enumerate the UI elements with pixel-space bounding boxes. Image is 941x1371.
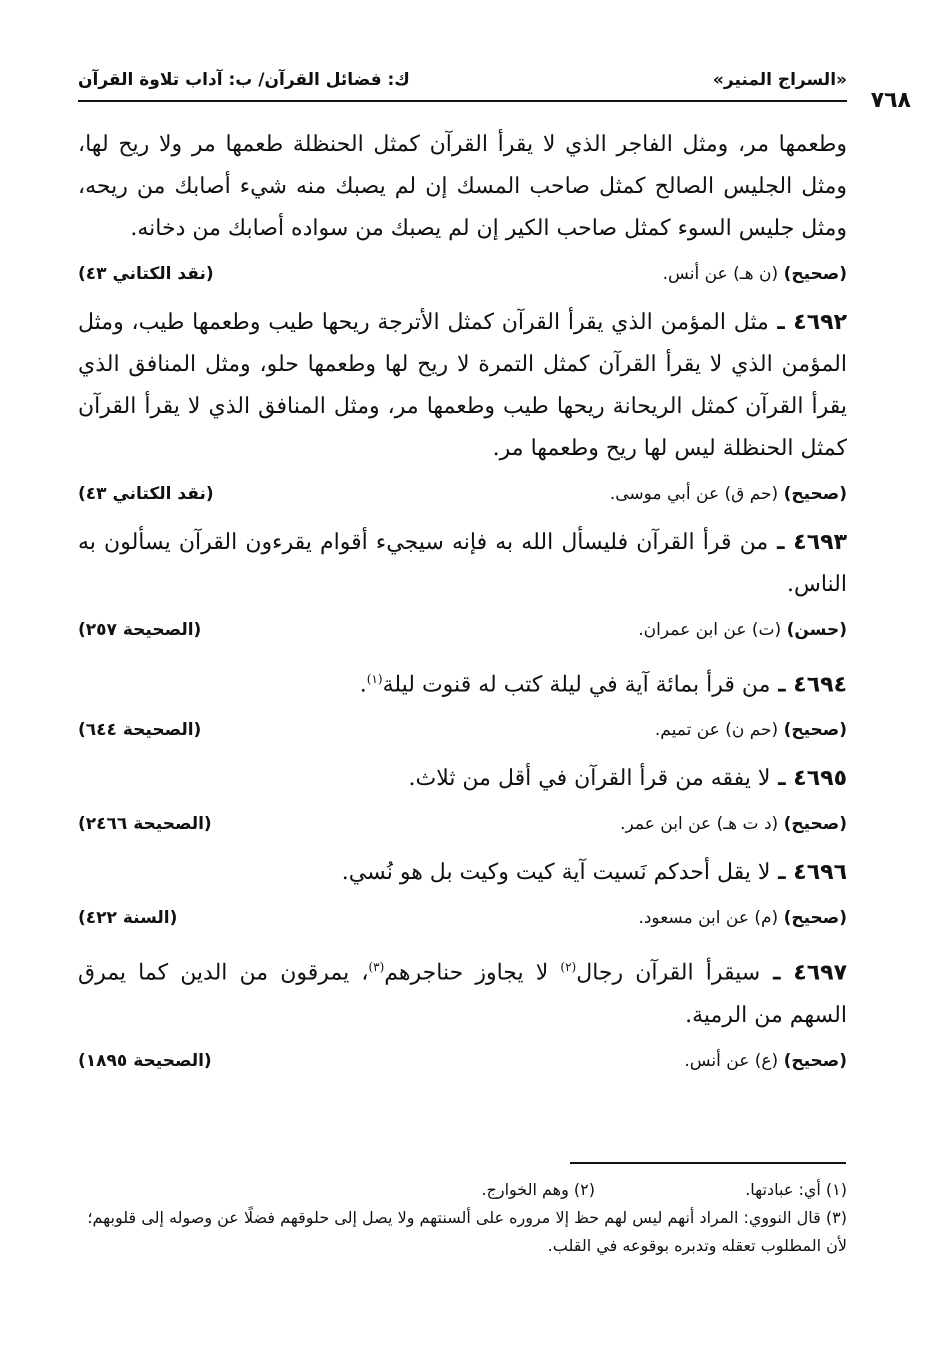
running-header — [78, 64, 847, 98]
hadith-grade: (صحيح) — [783, 720, 847, 741]
hadith-text: لا يفقه من قرأ القرآن في أقل من ثلاث. — [408, 766, 771, 792]
hadith-source: (ع) عن أنس. — [684, 1050, 779, 1071]
footnote-marker: (١) — [366, 672, 383, 686]
footnote-2-text: وهم الخوارج. — [481, 1180, 569, 1199]
hadith-source-line — [78, 1051, 847, 1077]
footnote-3-mark: (٣) — [825, 1208, 847, 1227]
hadith-entry: ٤٦٩٤ ـ من قرأ بمائة آية في ليلة كتب له قنوت ليلة$^{(١)}$. — [359, 672, 847, 698]
footnote-rule — [570, 1162, 846, 1164]
footnote-3-text: قال النووي: المراد أنهم ليس لهم حظ إلا مروره على ألسنتهم ولا يصل إلى حلوقهم فضلًا عن وصوله إلى قلوبهم؛ لأن المطلوب تعقله وتدبره بوقوعه في القلب. — [87, 1208, 847, 1255]
hadith-reference: (الصحيحة ٢٥٧) — [78, 620, 202, 640]
chapter-title: ك: فضائل القرآن/ ب: آداب تلاوة القرآن — [78, 70, 410, 90]
hadith-entry: ٤٦٩٦ ـ لا يقل أحدكم نَسيت آية كيت وكيت بل هو نُسي. — [341, 860, 847, 886]
hadith-grade: (صحيح) — [783, 264, 847, 284]
footnote-1-text: أي: عبادتها. — [745, 1180, 821, 1199]
hadith-source: (ت) عن ابن عمران. — [638, 620, 782, 640]
hadith-text: من قرأ بمائة آية في ليلة كتب له قنوت ليلة — [382, 672, 771, 698]
hadith-reference: (السنة ٤٢٢) — [78, 908, 178, 929]
header-rule — [78, 100, 847, 102]
hadith-entry: ٤٦٩٣ ـ من قرأ القرآن فليسأل الله به فإنه سيجيء أقوام يقرءون القرآن يسألون به الناس. — [78, 530, 848, 597]
footnote-2-mark: (٢) — [573, 1180, 596, 1199]
hadith-number: ٤٦٩٤ — [793, 672, 847, 698]
page-number: ٧٦٨ — [870, 88, 911, 113]
hadith-source-line — [78, 814, 847, 840]
hadith-grade: (صحيح) — [783, 908, 847, 929]
footnote-marker: (٢) — [560, 960, 577, 975]
footnote-row — [78, 1176, 847, 1204]
hadith-source: (حم ق) عن أبي موسى. — [609, 484, 779, 504]
footnote-1-mark: (١) — [825, 1180, 847, 1199]
hadith-number: ٤٦٩٢ — [793, 310, 847, 335]
hadith-source-line — [78, 484, 847, 510]
hadith-text: لا يجاوز حناجرهم — [384, 960, 561, 986]
hadith-text: من قرأ القرآن فليسأل الله به فإنه سيجيء أقوام يقرءون القرآن يسألون به الناس. — [78, 530, 847, 597]
hadith-continuation — [78, 124, 847, 250]
footnote-row — [78, 1204, 847, 1260]
hadith-grade: (صحيح) — [783, 814, 847, 835]
footnotes — [78, 1176, 847, 1260]
hadith-text: مثل المؤمن الذي يقرأ القرآن كمثل الأترجة ريحها طيب وطعمها طيب، ومثل المؤمن الذي لا يقرأ القرآن كمثل التمرة لا ريح لها وطعمها حلو، ومثل المنافق الذي يقرأ القرآن كمثل الريحانة ريحها طيب وطعمها مر، ومثل المنافق الذي لا يقرأ القرآن كمثل الحنظلة ليس لها ريح وطعمها مر. — [78, 310, 847, 461]
hadith-text: وطعمها مر، ومثل الفاجر الذي لا يقرأ القرآن كمثل الحنظلة طعمها مر ولا ريح لها، ومثل الجليس الصالح كمثل صاحب المسك إن لم يصبك منه شيء أصابك من ريحه، ومثل جليس السوء كمثل صاحب الكير إن لم يصبك من سواده أصابك من دخانه. — [78, 132, 847, 241]
hadith-source: (ن هـ) عن أنس. — [662, 264, 779, 284]
hadith-source: (م) عن ابن مسعود. — [638, 908, 779, 929]
hadith-reference: (الصحيحة ٦٤٤) — [78, 720, 202, 741]
hadith-number: ٤٦٩٧ — [793, 960, 848, 986]
hadith-source: (د ت هـ) عن ابن عمر. — [620, 814, 779, 835]
hadith-grade: (حسن) — [786, 620, 847, 640]
hadith-text: ، يمرقون من الدين كما يمرق السهم من الرمية. — [78, 960, 847, 1028]
hadith-reference: (الصحيحة ١٨٩٥) — [78, 1050, 212, 1071]
hadith-source-line — [78, 620, 847, 646]
hadith-grade: (صحيح) — [783, 484, 847, 504]
hadith-reference: (الصحيحة ٢٤٦٦) — [78, 814, 212, 835]
book-title: «السراج المنير» — [712, 70, 847, 90]
hadith-text: لا يقل أحدكم نَسيت آية كيت وكيت بل هو نُسي. — [341, 860, 771, 886]
hadith-number: ٤٦٩٦ — [793, 860, 847, 886]
hadith-text: سيقرأ القرآن رجال — [576, 960, 761, 986]
hadith-number: ٤٦٩٣ — [793, 530, 848, 555]
hadith-reference: (نقد الكتاني ٤٣) — [78, 484, 214, 504]
hadith-entry: ٤٦٩٥ ـ لا يفقه من قرأ القرآن في أقل من ثلاث. — [408, 766, 847, 792]
hadith-text-end: . — [359, 672, 367, 698]
footnote-marker: (٣) — [368, 960, 385, 975]
hadith-source-line — [78, 908, 847, 934]
hadith-entry: ٤٦٩٢ ـ مثل المؤمن الذي يقرأ القرآن كمثل الأترجة ريحها طيب وطعمها طيب، ومثل المؤمن الذي لا يقرأ القرآن كمثل التمرة لا ريح لها وطعمها حلو، ومثل المنافق الذي يقرأ القرآن كمثل الريحانة ريحها طيب وطعمها مر، ومثل المنافق الذي لا يقرأ القرآن كمثل الحنظلة ليس لها ريح وطعمها مر. — [78, 310, 847, 461]
hadith-source: (حم ن) عن تميم. — [654, 720, 779, 741]
hadith-entry: ٤٦٩٧ ـ سيقرأ القرآن رجال$^{(٢)}$ لا يجاوز حناجرهم$^{(٣)}$، يمرقون من الدين كما يمرق السهم من الرمية. — [78, 960, 848, 1028]
hadith-source-line — [78, 264, 847, 290]
main-text — [78, 124, 847, 1089]
hadith-grade: (صحيح) — [783, 1050, 847, 1071]
hadith-number: ٤٦٩٥ — [793, 766, 847, 792]
hadith-source-line — [78, 720, 847, 746]
hadith-reference: (نقد الكتاني ٤٣) — [78, 264, 214, 284]
